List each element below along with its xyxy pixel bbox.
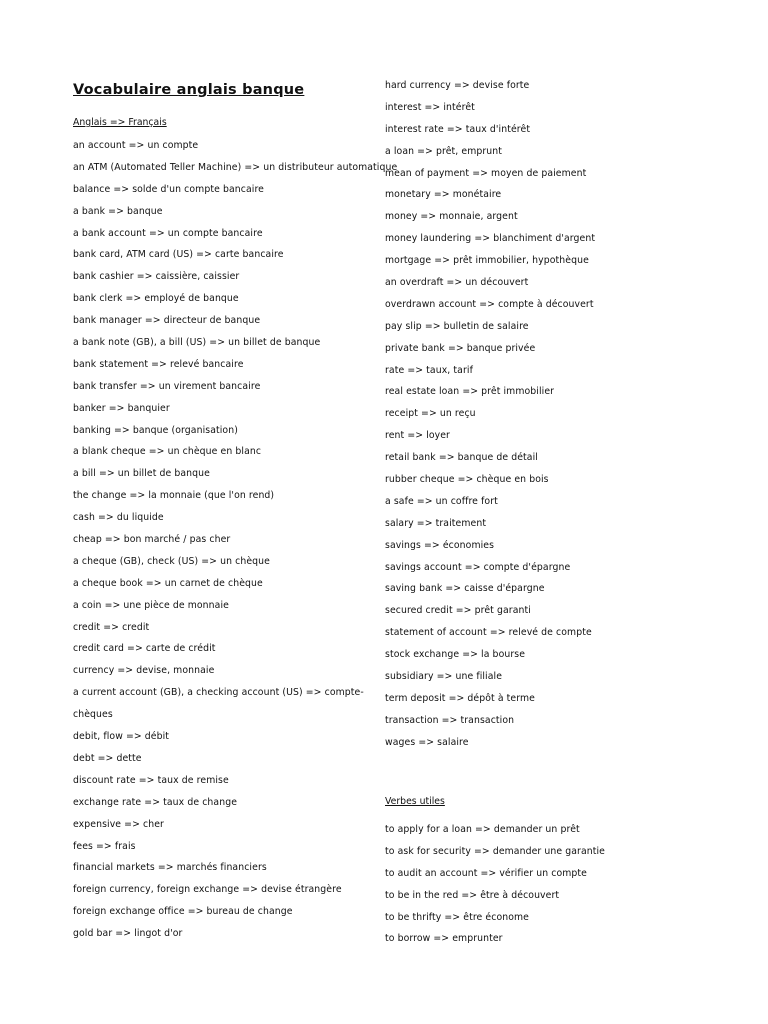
vocab-entry: saving bank => caisse d'épargne [385, 583, 545, 595]
vocab-entry: pay slip => bulletin de salaire [385, 320, 529, 332]
vocab-entry: mortgage => prêt immobilier, hypothèque [385, 255, 589, 267]
vocab-entry: foreign exchange office => bureau de change [73, 906, 293, 918]
vocab-entry: bank cashier => caissière, caissier [73, 271, 240, 283]
vocab-entry: salary => traitement [385, 517, 487, 529]
vocab-entry: a cheque book => un carnet de chèque [73, 577, 263, 589]
vocab-entry: an overdraft => un découvert [385, 277, 529, 289]
vocab-entry: rate => taux, tarif [385, 364, 473, 376]
vocab-entry: subsidiary => une filiale [385, 671, 503, 683]
vocab-entry: the change => la monnaie (que l'on rend) [73, 490, 275, 502]
vocab-entry: money => monnaie, argent [385, 211, 518, 223]
vocab-entry: retail bank => banque de détail [385, 452, 538, 464]
verb-entry: to be thrifty => être économe [385, 911, 529, 923]
vocab-entry: money laundering => blanchiment d'argent [385, 233, 596, 245]
vocab-entry: interest rate => taux d'intérêt [385, 123, 531, 135]
verb-entry: to audit an account => vérifier un compte [385, 867, 587, 879]
vocab-entry: stock exchange => la bourse [385, 649, 526, 661]
vocab-entry: a blank cheque => un chèque en blanc [73, 446, 262, 458]
vocab-entry: real estate loan => prêt immobilier [385, 386, 555, 398]
vocab-entry: savings => économies [385, 539, 495, 551]
vocab-entry: balance => solde d'un compte bancaire [73, 183, 264, 195]
vocab-entry: rubber cheque => chèque en bois [385, 474, 549, 486]
verb-entry: to be in the red => être à découvert [385, 889, 560, 901]
vocab-entry: foreign currency, foreign exchange => devise étrangère [73, 884, 342, 896]
vocab-entry: chèques [73, 709, 113, 721]
vocab-entry: a coin => une pièce de monnaie [73, 599, 229, 611]
verb-entry: to borrow => emprunter [385, 933, 503, 945]
vocab-entry: bank transfer => un virement bancaire [73, 380, 261, 392]
vocab-entry: a current account (GB), a checking account (US) => compte- [73, 687, 364, 699]
vocab-entry: banker => banquier [73, 402, 170, 414]
vocab-entry: debt => dette [73, 752, 142, 764]
vocab-entry: secured credit => prêt garanti [385, 605, 531, 617]
vocab-entry: a bill => un billet de banque [73, 468, 210, 480]
vocab-entry: fees => frais [73, 840, 136, 852]
verb-entry: to ask for security => demander une garantie [385, 845, 605, 857]
verbs-vocab-list [385, 819, 605, 950]
right-vocab-list [385, 75, 595, 754]
vocab-entry: cheap => bon marché / pas cher [73, 534, 231, 546]
vocab-entry: financial markets => marchés financiers [73, 862, 267, 874]
vocab-entry: debit, flow => débit [73, 731, 170, 743]
vocab-entry: receipt => un reçu [385, 408, 476, 420]
vocab-entry: currency => devise, monnaie [73, 665, 215, 677]
left-vocab-list [73, 135, 397, 945]
verb-entry: to apply for a loan => demander un prêt [385, 824, 580, 835]
vocab-entry: hard currency => devise forte [385, 80, 530, 91]
vocab-entry: expensive => cher [73, 818, 164, 830]
page-title: Vocabulaire anglais banque [73, 82, 305, 98]
vocab-entry: transaction => transaction [385, 714, 515, 726]
vocab-entry: interest => intérêt [385, 101, 475, 113]
vocab-entry: savings account => compte d'épargne [385, 561, 571, 573]
vocab-entry: a cheque (GB), check (US) => un chèque [73, 555, 270, 567]
vocab-entry: monetary => monétaire [385, 189, 502, 201]
vocab-entry: cash => du liquide [73, 512, 164, 524]
vocab-entry: bank card, ATM card (US) => carte bancaire [73, 249, 284, 261]
vocab-entry: private bank => banque privée [385, 342, 536, 354]
vocab-entry: a bank note (GB), a bill (US) => un billet de banque [73, 337, 321, 349]
vocab-entry: wages => salaire [385, 736, 469, 748]
vocab-entry: credit => credit [73, 621, 150, 633]
vocab-entry: banking => banque (organisation) [73, 424, 238, 436]
vocab-entry: a loan => prêt, emprunt [385, 145, 503, 157]
vocab-entry: bank manager => directeur de banque [73, 315, 261, 327]
vocab-entry: gold bar => lingot d'or [73, 928, 183, 940]
vocab-entry: bank statement => relevé bancaire [73, 358, 244, 370]
vocab-entry: a bank account => un compte bancaire [73, 227, 263, 239]
vocab-entry: rent => loyer [385, 430, 450, 442]
vocab-entry: overdrawn account => compte à découvert [385, 298, 594, 310]
vocab-entry: term deposit => dépôt à terme [385, 692, 535, 704]
vocab-entry: a safe => un coffre fort [385, 495, 498, 507]
vocab-entry: bank clerk => employé de banque [73, 293, 239, 305]
vocab-entry: mean of payment => moyen de paiement [385, 167, 587, 179]
vocab-entry: exchange rate => taux de change [73, 796, 238, 808]
vocab-entry: discount rate => taux de remise [73, 774, 229, 786]
vocab-entry: an account => un compte [73, 140, 199, 151]
verbs-section-heading: Verbes utiles [385, 796, 445, 807]
vocab-entry: credit card => carte de crédit [73, 643, 216, 655]
vocab-entry: a bank => banque [73, 205, 163, 217]
vocab-entry: statement of account => relevé de compte [385, 627, 592, 639]
vocab-entry: an ATM (Automated Teller Machine) => un distributeur automatique [73, 161, 398, 173]
left-section-heading: Anglais => Français [73, 117, 167, 128]
